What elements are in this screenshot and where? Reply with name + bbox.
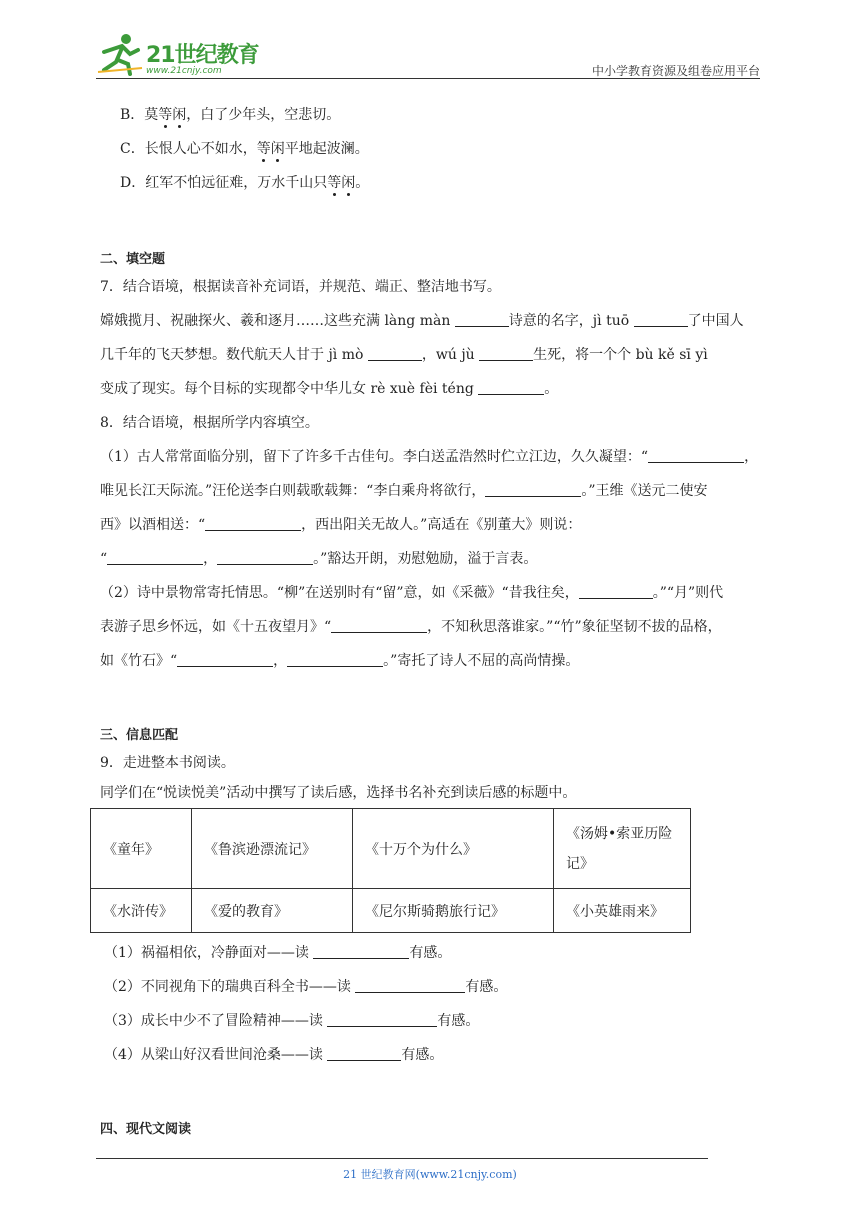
table-cell: 《小英雄雨来》 <box>554 889 691 933</box>
table-cell: 《童年》 <box>91 809 192 889</box>
q8-p2-line1: （2）诗中景物常寄托情思。“柳”在送别时有“留”意，如《采薇》“昔我往矣， 。”“月”则代 <box>100 585 724 601</box>
option-b: B．莫等闲，白了少年头，空悲切。 <box>120 104 340 124</box>
table-cell: 《爱的教育》 <box>192 889 353 933</box>
table-cell: 《鲁滨逊漂流记》 <box>192 809 353 889</box>
answer-blank[interactable] <box>327 1046 401 1061</box>
q8-p2-line2: 表游子思乡怀远，如《十五夜望月》“ ，不知秋思落谁家。”“竹”象征坚韧不拔的品格， <box>100 619 722 635</box>
answer-blank[interactable] <box>313 944 409 959</box>
answer-blank[interactable] <box>287 652 383 667</box>
answer-blank[interactable] <box>217 550 313 565</box>
q7-stem: 7．结合语境，根据读音补充词语，并规范、端正、整洁地书写。 <box>100 279 501 295</box>
header-divider <box>96 78 760 79</box>
logo-text: 21世纪教育 <box>146 43 259 68</box>
q9-stem: 9．走进整本书阅读。 <box>100 755 235 771</box>
q8-p1-line2: 唯见长江天际流。”汪伦送李白则载歌载舞：“李白乘舟将欲行， 。”王维《送元二使安 <box>100 483 708 499</box>
table-cell: 《尼尔斯骑鹅旅行记》 <box>353 889 554 933</box>
site-logo <box>96 32 266 78</box>
q8-p1-line4: “ ， 。”豁达开朗，劝慰勉励，溢于言表。 <box>100 551 538 567</box>
q8-p1-line3: 西》以酒相送：“ ，西出阳关无故人。”高适在《别董大》则说： <box>100 517 582 533</box>
answer-blank[interactable] <box>634 312 688 327</box>
table-row <box>91 809 691 889</box>
q8-p1-line1: （1）古人常常面临分别，留下了许多千古佳句。李白送孟浩然时伫立江边，久久凝望：“ ， <box>100 449 759 465</box>
option-c: C．长恨人心不如水，等闲平地起波澜。 <box>120 138 369 158</box>
q9-item-3: （3）成长中少不了冒险精神——读 有感。 <box>104 1013 480 1029</box>
section-title-info-match: 三、信息匹配 <box>100 728 179 743</box>
section-title-fill-blank: 二、填空题 <box>100 252 166 267</box>
table-row <box>91 889 691 933</box>
q7-line3: 变成了现实。每个目标的实现都令中华儿女 rè xuè fèi téng 。 <box>100 381 559 397</box>
answer-blank[interactable] <box>648 448 744 463</box>
option-d: D．红军不怕远征难，万水千山只等闲。 <box>120 172 369 192</box>
section-title-reading: 四、现代文阅读 <box>100 1122 192 1137</box>
q9-item-2: （2）不同视角下的瑞典百科全书——读 有感。 <box>104 979 508 995</box>
footer-divider <box>96 1158 708 1159</box>
runner-logo-icon <box>96 32 144 76</box>
book-table <box>90 808 691 933</box>
answer-blank[interactable] <box>327 1012 437 1027</box>
q9-item-4: （4）从梁山好汉看世间沧桑——读 有感。 <box>104 1047 444 1063</box>
q8-p2-line3: 如《竹石》“ ， 。”寄托了诗人不屈的高尚情操。 <box>100 653 580 669</box>
table-cell: 《十万个为什么》 <box>353 809 554 889</box>
answer-blank[interactable] <box>479 346 533 361</box>
answer-blank[interactable] <box>107 550 203 565</box>
answer-blank[interactable] <box>455 312 509 327</box>
answer-blank[interactable] <box>478 380 544 395</box>
answer-blank[interactable] <box>485 482 581 497</box>
q7-line2: 几千年的飞天梦想。数代航天人甘于 jì mò ，wú jù 生死，将一个个 bù kě sī yì <box>100 347 708 363</box>
q8-stem: 8．结合语境，根据所学内容填空。 <box>100 415 319 431</box>
answer-blank[interactable] <box>331 618 427 633</box>
answer-blank[interactable] <box>368 346 422 361</box>
answer-blank[interactable] <box>205 516 301 531</box>
q9-intro: 同学们在“悦读悦美”活动中撰写了读后感，选择书名补充到读后感的标题中。 <box>100 785 577 801</box>
table-cell: 《水浒传》 <box>91 889 192 933</box>
q9-item-1: （1）祸福相依，冷静面对——读 有感。 <box>104 945 452 961</box>
page-header <box>96 28 760 80</box>
answer-blank[interactable] <box>177 652 273 667</box>
platform-title: 中小学教育资源及组卷应用平台 <box>591 64 760 78</box>
q7-line1: 嫦娥揽月、祝融探火、羲和逐月……这些充满 làng màn 诗意的名字，jì tuō 了中国人 <box>100 313 744 329</box>
logo-url: www.21cnjy.com <box>146 66 222 76</box>
table-cell: 《汤姆•索亚历险记》 <box>554 809 691 889</box>
answer-blank[interactable] <box>579 584 653 599</box>
page-footer: 21 世纪教育网(www.21cnjy.com) <box>343 1168 517 1181</box>
answer-blank[interactable] <box>355 978 465 993</box>
